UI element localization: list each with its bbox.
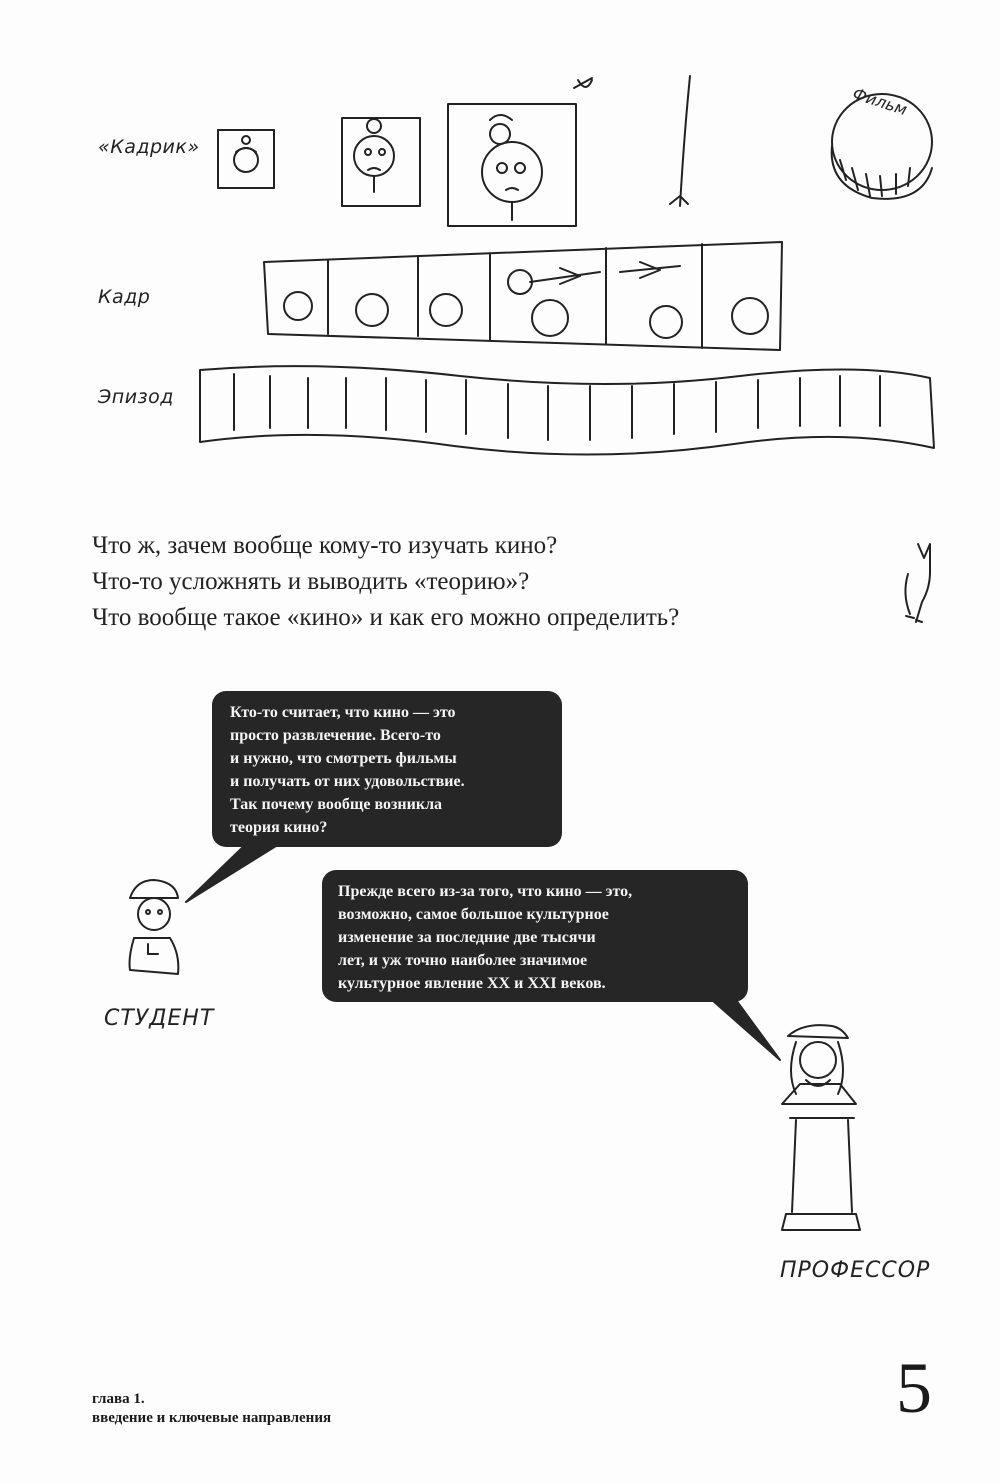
professor-figure-icon xyxy=(782,1025,860,1230)
question-line: Что вообще такое «кино» и как его можно определить? xyxy=(92,604,680,631)
bubble-line: лет, и уж точно наиболее значимое xyxy=(338,952,588,969)
kadr-film-strip xyxy=(264,242,782,350)
intro-questions xyxy=(92,528,892,636)
professor-label: ПРОФЕССОР xyxy=(780,1258,931,1283)
bubble-line: просто развлечение. Всего-то xyxy=(230,727,441,744)
kadrik-frames xyxy=(218,104,576,226)
question-line: Что-то усложнять и выводить «теорию»? xyxy=(92,568,530,595)
student-label: СТУДЕНТ xyxy=(104,1006,215,1031)
small-creature-icon xyxy=(905,544,930,622)
arrow-sketch xyxy=(574,76,690,206)
question-line: Что ж, зачем вообще кому-то изучать кино? xyxy=(92,532,558,559)
bubble-line: Так почему вообще возникла xyxy=(230,796,443,813)
kadrik-label: «Кадрик» xyxy=(98,136,200,158)
bubble-line: Кто-то считает, что кино — это xyxy=(230,704,456,721)
student-speech-bubble xyxy=(212,691,562,847)
bubble-line: и нужно, что смотреть фильмы xyxy=(230,750,457,767)
film-label: Фильм xyxy=(850,83,910,120)
episode-label: Эпизод xyxy=(98,386,174,408)
chapter-title: введение и ключевые направления xyxy=(92,1410,332,1426)
student-figure-icon xyxy=(130,880,179,974)
professor-speech-bubble xyxy=(322,870,748,1002)
bubble-line: возможно, самое большое культурное xyxy=(338,906,609,923)
chapter-footer xyxy=(92,1390,331,1428)
bubble-line: теория кино? xyxy=(230,819,328,836)
bubble-line: Прежде всего из-за того, что кино — это, xyxy=(338,883,633,900)
kadr-label: Кадр xyxy=(98,286,151,308)
episode-film-strip xyxy=(200,366,934,454)
bubble-line: изменение за последние две тысячи xyxy=(338,929,596,946)
bubble-line: и получать от них удовольствие. xyxy=(230,773,465,790)
page-number: 5 xyxy=(896,1348,932,1428)
chapter-number: глава 1. xyxy=(92,1391,145,1407)
bubble-line: культурное явление XX и XXI веков. xyxy=(338,975,606,992)
